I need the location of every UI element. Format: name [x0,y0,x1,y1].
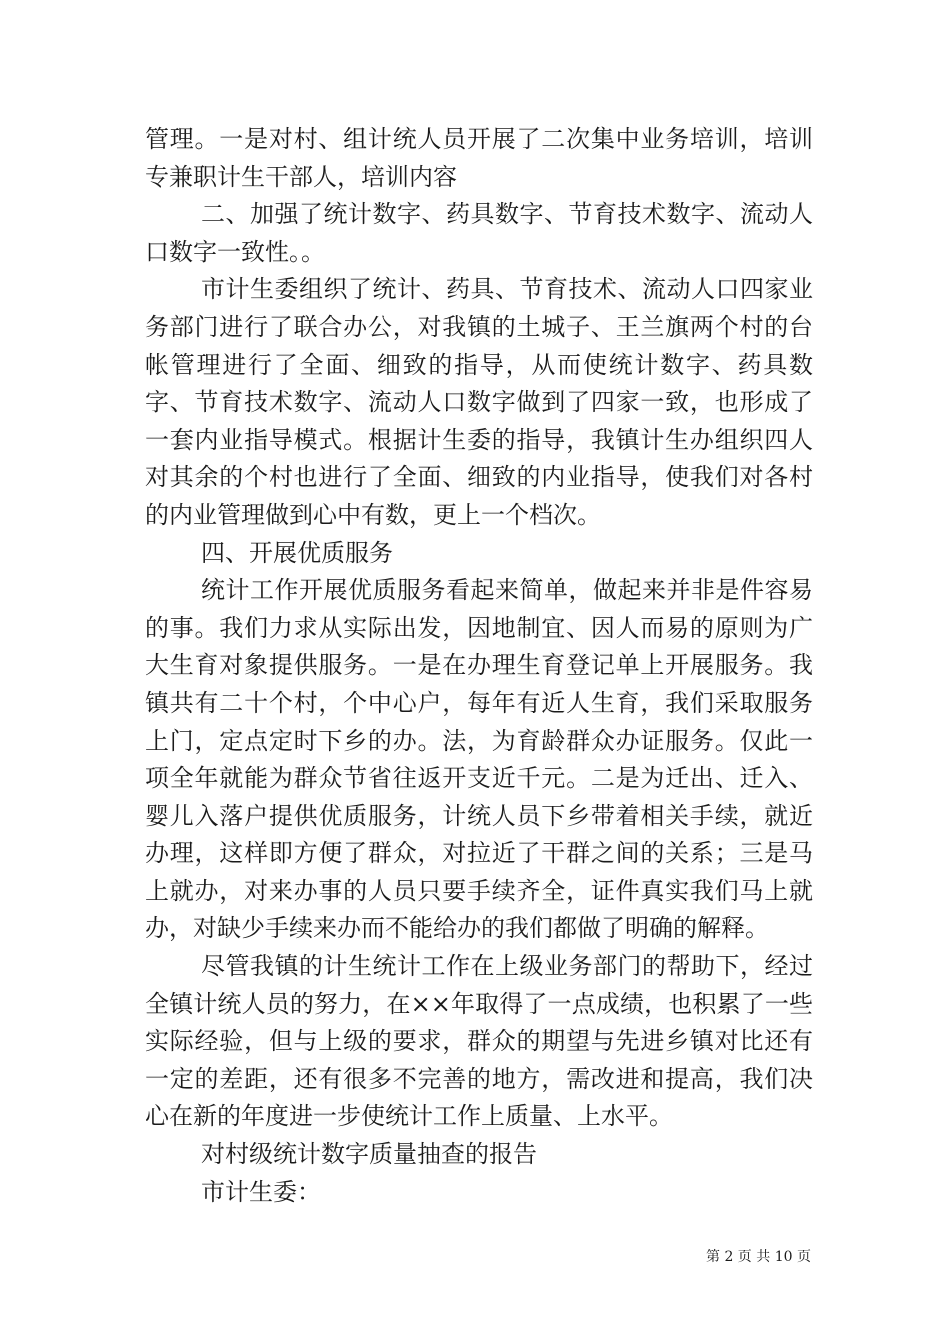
paragraph-5: 统计工作开展优质服务看起来简单，做起来并非是件容易的事。我们力求从实际出发，因地制宜、因人而易的原则为广大生育对象提供服务。一是在办理生育登记单上开展服务。我镇共有二十个村，个中心户，每年有近人生育，我们采取服务上门，定点定时下乡的办。法，为育龄群众办证服务。仅此一项全年就能为群众节省往返开支近千元。二是为迁出、迁入、婴儿入落户提供优质服务，计统人员下乡带着相关手续，就近办理，这样即方便了群众，对拉近了干群之间的关系；三是马上就办，对来办事的人员只要手续齐全，证件真实我们马上就办，对缺少手续来办而不能给办的我们都做了明确的解释。 [145,576,813,943]
report-title: 对村级统计数字质量抽查的报告 [201,1140,537,1169]
paragraph-3: 市计生委组织了统计、药具、节育技术、流动人口四家业务部门进行了联合办公，对我镇的土城子、王兰旗两个村的台帐管理进行了全面、细致的指导，从而使统计数字、药具数字、节育技术数字、流动人口数字做到了四家一致，也形成了一套内业指导模式。根据计生委的指导，我镇计生办组织四人对其余的个村也进行了全面、细致的内业指导，使我们对各村的内业管理做到心中有数，更上一个档次。 [145,275,813,529]
paragraph-2: 二、加强了统计数字、药具数字、节育技术数字、流动人口数字一致性。。 [145,200,813,266]
salutation: 市计生委： [201,1177,321,1206]
paragraph-6: 尽管我镇的计生统计工作在上级业务部门的帮助下，经过全镇计统人员的努力，在××年取得了一点成绩，也积累了一些实际经验，但与上级的要求，群众的期望与先进乡镇对比还有一定的差距，还有很多不完善的地方，需改进和提高，我们决心在新的年度进一步使统计工作上质量、上水平。 [145,952,813,1131]
document-body [145,121,813,1211]
paragraph-1: 管理。一是对村、组计统人员开展了二次集中业务培训，培训专兼职计生干部人，培训内容 [145,125,813,191]
section-heading: 四、开展优质服务 [201,538,393,567]
page-number-footer: 第 2 页 共 10 页 [706,1249,811,1265]
